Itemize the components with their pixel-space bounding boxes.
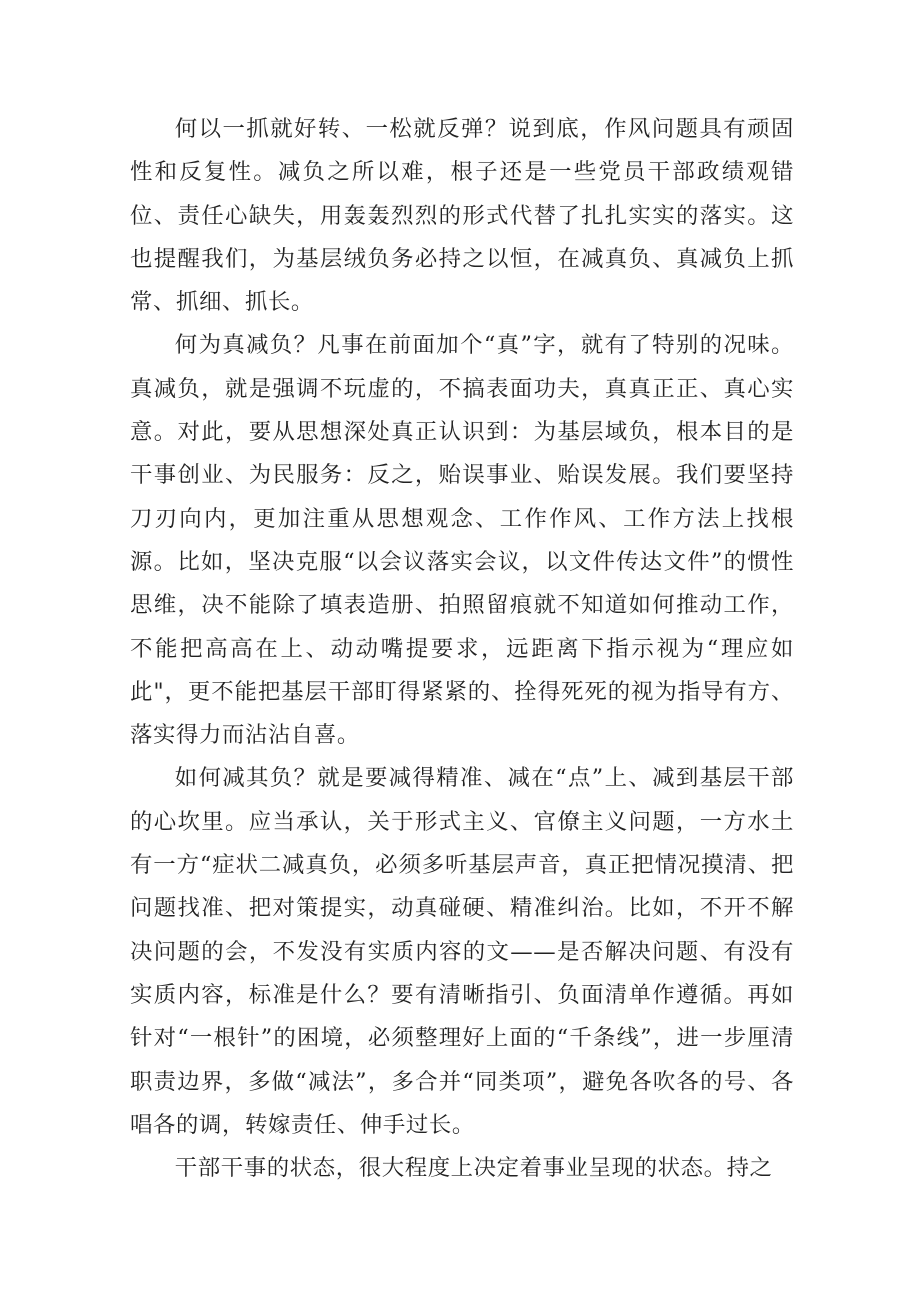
paragraph-4: 干部干事的状态，很大程度上决定着事业呈现的状态。持之 (174, 1155, 773, 1182)
article-body (130, 108, 794, 1190)
paragraph-1: 何以一抓就好转、一松就反弹？说到底，作风问题具有顽固性和反复性。减负之所以难，根子还是一些党员干部政绩观错位、责任心缺失，用轰轰烈烈的形式代替了扎扎实实的落实。这也提醒我们，为基层绒负务必持之以恒，在减真负、真减负上抓常、抓细、抓长。 (130, 116, 794, 316)
paragraph-2: 何为真减负？凡事在前面加个“真”字，就有了特别的况味。真减负，就是强调不玩虚的，不搞表面功夫，真真正正、真心实意。对此，要从思想深处真正认识到：为基层域负，根本目的是干事创业、为民服务：反之，贻误事业、贻误发展。我们要坚持刀刃向内，更加注重从思想观念、工作作风、工作方法上找根源。比如，坚决克服“以会议落实会议，以文件传达文件”的惯性思维，决不能除了填表造册、拍照留痕就不知道如何推动工作，不能把高高在上、动动嘴提要求，远距离下指示视为“理应如此"，更不能把基层干部盯得紧紧的、拴得死死的视为指导有方、落实得力而沾沾自喜。 (130, 332, 794, 749)
paragraph-3: 如何减其负？就是要减得精准、减在“点”上、减到基层干部的心坎里。应当承认，关于形式主义、官僚主义问题，一方水土有一方“症状二减真负，必须多听基层声音，真正把情况摸清、把问题找准、把对策提实，动真碰硬、精准纠治。比如，不开不解决问题的会，不发没有实质内容的文——是否解决问题、有没有实质内容，标准是什么？要有清晰指引、负面清单作遵循。再如针对“一根针”的困境，必须整理好上面的“千条线”，进一步厘清职责边界，多做“减法”，多合并“同类项”，避免各吹各的号、各唱各的调，转嫁责任、伸手过长。 (130, 765, 794, 1138)
